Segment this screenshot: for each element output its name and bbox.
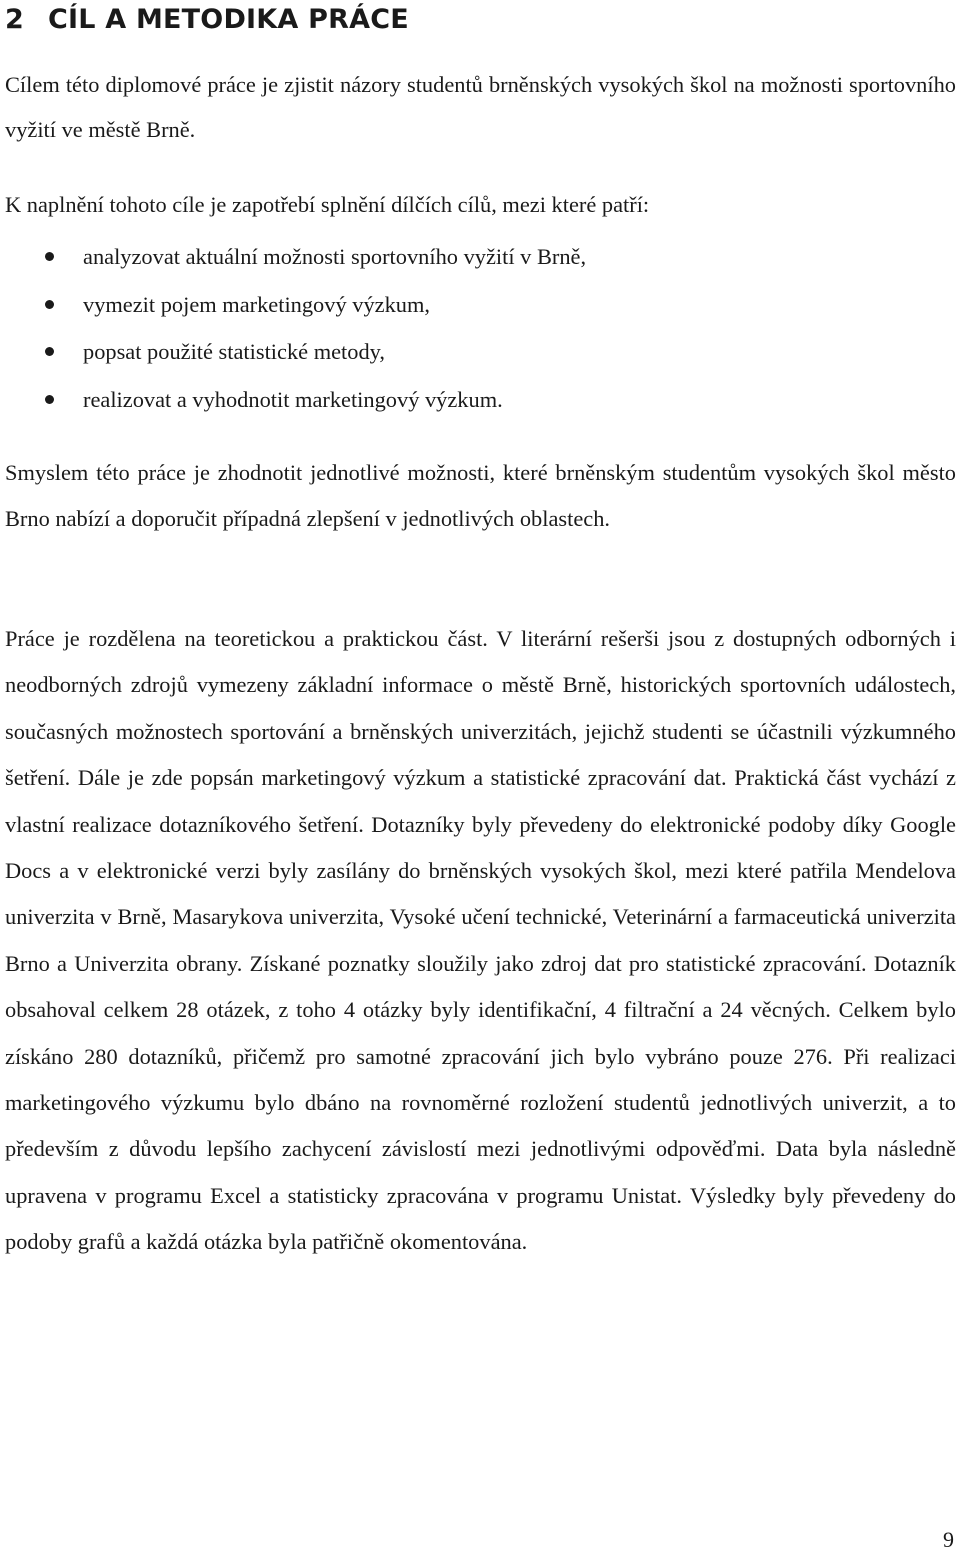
chapter-title: CÍL A METODIKA PRÁCE (48, 4, 409, 35)
bullet-icon (45, 300, 54, 309)
bullet-icon (45, 252, 54, 261)
bullet-icon (45, 347, 54, 356)
goals-list (0, 233, 956, 423)
intro-paragraph: Cílem této diplomové práce je zjistit názory studentů brněnských vysokých škol na možnosti sportovního vyžití ve městě Brně. (5, 72, 956, 142)
page-number: 9 (943, 1527, 954, 1552)
list-item-text: popsat použité statistické metody, (83, 339, 385, 365)
goals-intro-paragraph: K naplnění tohoto cíle je zapotřebí splnění dílčích cílů, mezi které patří: (5, 192, 650, 217)
bullet-icon (45, 395, 54, 404)
list-item-text: vymezit pojem marketingový výzkum, (83, 291, 430, 317)
method-paragraph: Práce je rozdělena na teoretickou a praktickou část. V literární rešerši jsou z dostupných odborných i neodborných zdrojů vymezeny základní informace o městě Brně, historických sportovních událostech, současných možnostech sportování a brněnských univerzitách, jejichž studenti se účastnili výzkumného šetření. Dále je zde popsán marketingový výzkum a statistické zpracování dat. Praktická část vychází z vlastní realizace dotazníkového šetření. Dotazníky byly převedeny do elektronické podoby díky Google Docs a v elektronické verzi byly zasílány do brněnských vysokých škol, mezi které patřila Mendelova univerzita v Brně, Masarykova univerzita, Vysoké učení technické, Veterinární a farmaceutická univerzita Brno a Univerzita obrany. Získané poznatky sloužily jako zdroj dat pro statistické zpracování. Dotazník obsahoval celkem 28 otázek, z toho 4 otázky byly identifikační, 4 filtrační a 24 věcných. Celkem bylo získáno 280 dotazníků, přičemž pro samotné zpracování jich bylo vybráno pouze 276. Při realizaci marketingového výzkumu bylo dbáno na rovnoměrné rozložení studentů jednotlivých univerzit, a to především z důvodu lepšího zachycení závislostí mezi jednotlivými odpověďmi. Data byla následně upravena v programu Excel a statisticky zpracována v programu Unistat. Výsledky byly převedeny do podoby grafů a každá otázka byla patřičně okomentována. (5, 626, 956, 1255)
list-item (0, 376, 956, 424)
chapter-number: 2 (5, 4, 24, 35)
list-item (0, 328, 956, 376)
list-item (0, 233, 956, 281)
list-item (0, 281, 956, 329)
chapter-heading (5, 2, 409, 38)
list-item-text: analyzovat aktuální možnosti sportovního vyžití v Brně, (83, 244, 587, 269)
list-item-text: realizovat a vyhodnotit marketingový výzkum. (83, 386, 503, 412)
purpose-paragraph: Smyslem této práce je zhodnotit jednotlivé možnosti, které brněnským studentům vysokých škol město Brno nabízí a doporučit případná zlepšení v jednotlivých oblastech. (5, 460, 956, 532)
